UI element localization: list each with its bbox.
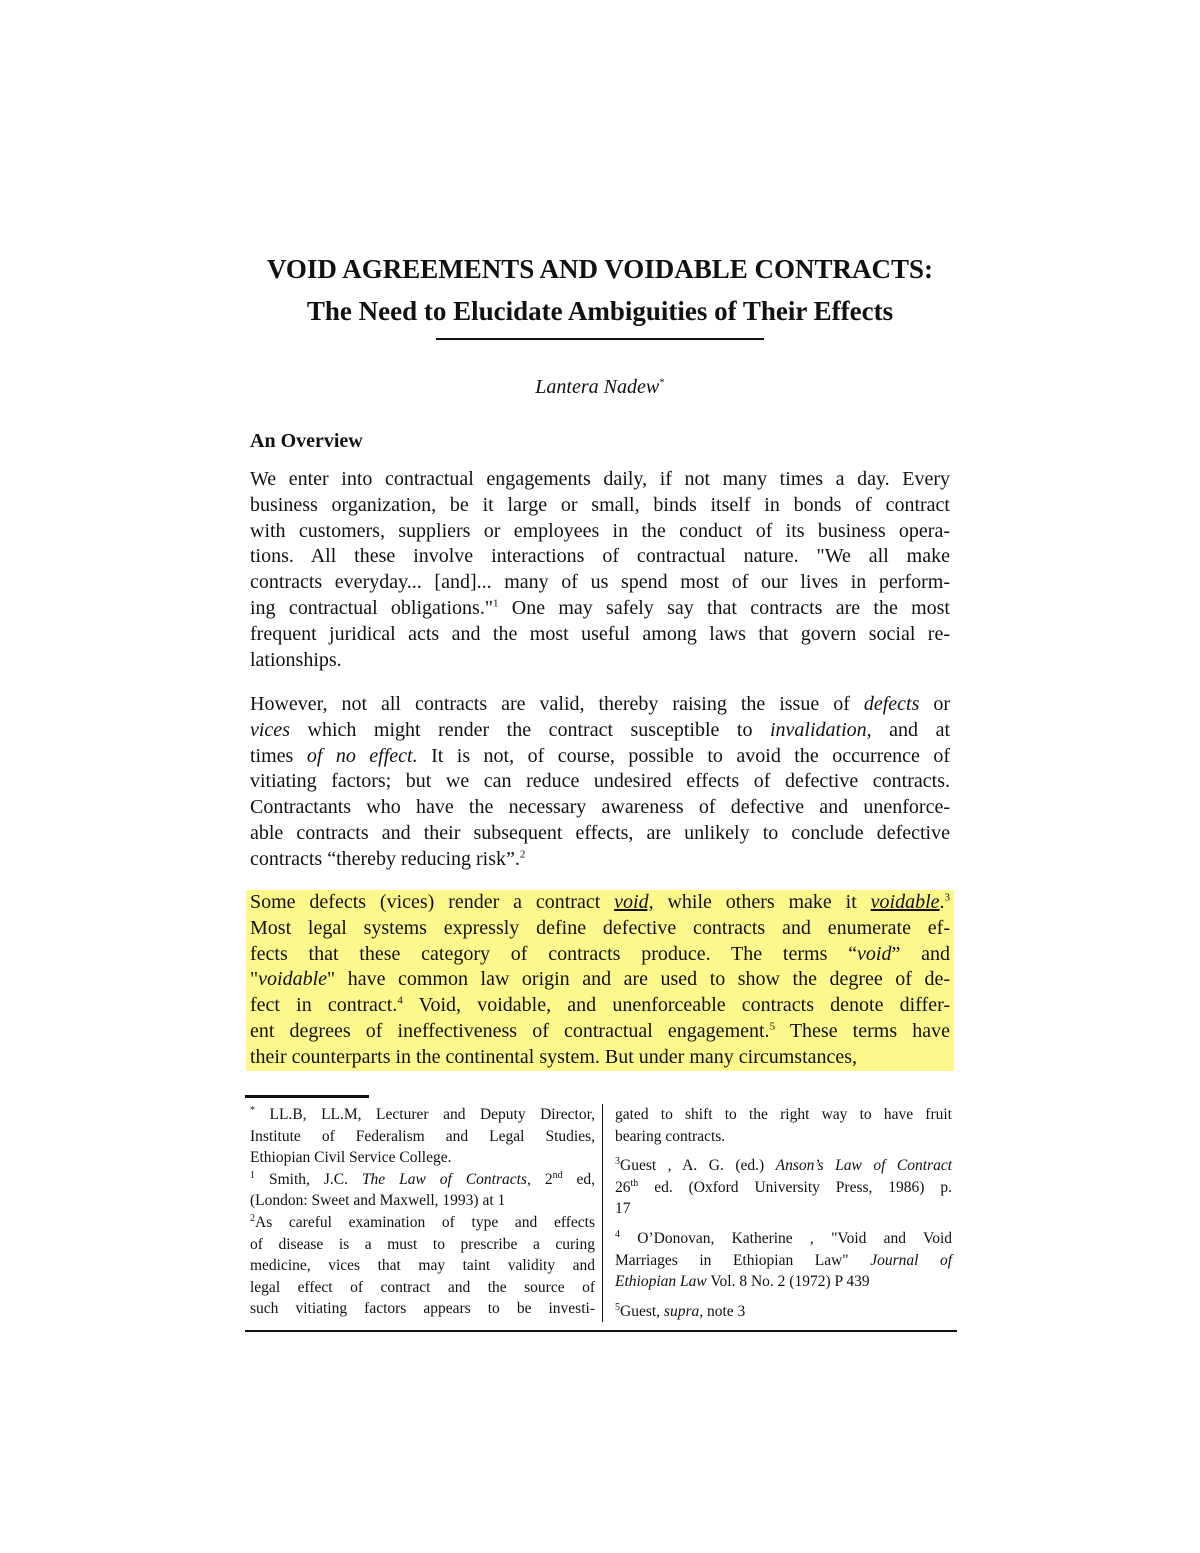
text-line: However, not all contracts are valid, thereby raising the issue of defects or	[250, 693, 951, 715]
text-line: We enter into contractual engagements daily, if not many times a day. Every	[250, 468, 950, 490]
title-rule	[436, 338, 764, 340]
footnotes-left-column	[250, 1104, 595, 1320]
paragraph-3-highlighted	[250, 890, 950, 1071]
footnote-ref: 1	[492, 597, 499, 610]
text-line: vitiating factors; but we can reduce undesired effects of defective contracts.	[250, 770, 950, 793]
text-line: tions. All these involve interactions of contractual nature. "We all make	[250, 545, 950, 568]
text-line: Most legal systems expressly define defective contracts and enumerate ef-	[246, 916, 954, 942]
footnote-separator	[245, 1095, 369, 1098]
text-line: Contractants who have the necessary awareness of defective and unenforce-	[250, 796, 950, 819]
paragraph-2	[250, 692, 950, 873]
text-line: times of no effect. It is not, of course, possible to avoid the occurrence of	[250, 744, 951, 767]
footnote-line: $^5$Guest, supra, note 3	[615, 1301, 746, 1320]
footnote-line: Marriages in Ethiopian Law" Journal of	[615, 1251, 952, 1269]
footnote-bottom-rule	[245, 1330, 957, 1332]
footnote-ref: 5	[769, 1020, 776, 1033]
text-line: "voidable" have common law origin and are used to show the degree of de-	[246, 967, 954, 993]
text-line: vices which might render the contract susceptible to invalidation, and at	[250, 718, 950, 741]
footnote-line: (London: Sweet and Maxwell, 1993) at 1	[250, 1192, 506, 1210]
footnote-line: Institute of Federalism and Legal Studies,	[250, 1127, 595, 1145]
footnote-line: legal effect of contract and the source of	[250, 1278, 595, 1296]
footnote-line: gated to shift to the right way to have fruit	[615, 1106, 952, 1123]
paper-title: VOID AGREEMENTS AND VOIDABLE CONTRACTS:	[266, 254, 934, 284]
footnote-line: 26th ed. (Oxford University Press, 1986) p.	[615, 1177, 953, 1196]
footnote-line: * LL.B, LL.M, Lecturer and Deputy Director,	[250, 1104, 596, 1123]
text-line: ing contractual obligations."$^1$ One may safely say that contracts are the most	[250, 596, 950, 619]
text-line: ent degrees of ineffectiveness of contractual engagement.$^5$ These terms have	[246, 1019, 954, 1045]
text-line: lationships.	[250, 648, 342, 671]
text-line: fect in contract.$^4$ Void, voidable, and unenforceable contracts denote differ-	[246, 993, 954, 1019]
footnote-line: $^1$ Smith, J.C. The Law of Contracts, 2nd ed,	[250, 1169, 596, 1188]
paper-subtitle: The Need to Elucidate Ambiguities of Their Effects	[306, 296, 894, 326]
text-line: able contracts and their subsequent effects, are unlikely to conclude defective	[250, 821, 950, 844]
footnote-ref: 2	[519, 848, 526, 861]
text-line: contracts “thereby reducing risk”.$^2$	[250, 847, 526, 870]
footnote-line: $^3$Guest , A. G. (ed.) Anson’s Law of Contract	[615, 1156, 953, 1175]
footnotes-right-column	[615, 1104, 952, 1322]
footnote-line: such vitiating factors appears to be investi-	[250, 1300, 595, 1318]
footnote-ref: 4	[397, 994, 403, 1007]
footnote-line: $^4$ O’Donovan, Katherine , "Void and Void	[615, 1228, 953, 1247]
footnote-column-divider	[602, 1104, 603, 1322]
footnote-line: 17	[615, 1200, 631, 1218]
text-line: frequent juridical acts and the most useful among laws that govern social re-	[250, 622, 950, 645]
text-line: contracts everyday... [and]... many of us spend most of our lives in perform-	[250, 571, 950, 594]
footnote-line: Ethiopian Civil Service College.	[250, 1149, 452, 1167]
author-name: Lantera Nadew*	[535, 376, 665, 398]
footnote-line: $^2$As careful examination of type and effects	[250, 1212, 595, 1231]
footnote-line: Ethiopian Law Vol. 8 No. 2 (1972) P 439	[615, 1273, 870, 1291]
text-line: Some defects (vices) render a contract void, while others make it voidable.$^3$	[246, 890, 954, 916]
text-line: their counterparts in the continental system. But under many circumstances,	[246, 1045, 954, 1071]
paragraph-1	[250, 467, 950, 673]
text-line: fects that these category of contracts produce. The terms “void” and	[246, 942, 954, 968]
footnote-line: of disease is a must to prescribe a curing	[250, 1235, 595, 1253]
text-line: with customers, suppliers or employees in the conduct of its business opera-	[250, 519, 950, 542]
text-line: business organization, be it large or small, binds itself in bonds of contract	[250, 493, 950, 516]
footnote-line: medicine, vices that may taint validity and	[250, 1257, 595, 1275]
footnote-ref: 3	[944, 891, 951, 904]
footnote-line: bearing contracts.	[615, 1127, 726, 1145]
section-heading: An Overview	[250, 430, 363, 452]
